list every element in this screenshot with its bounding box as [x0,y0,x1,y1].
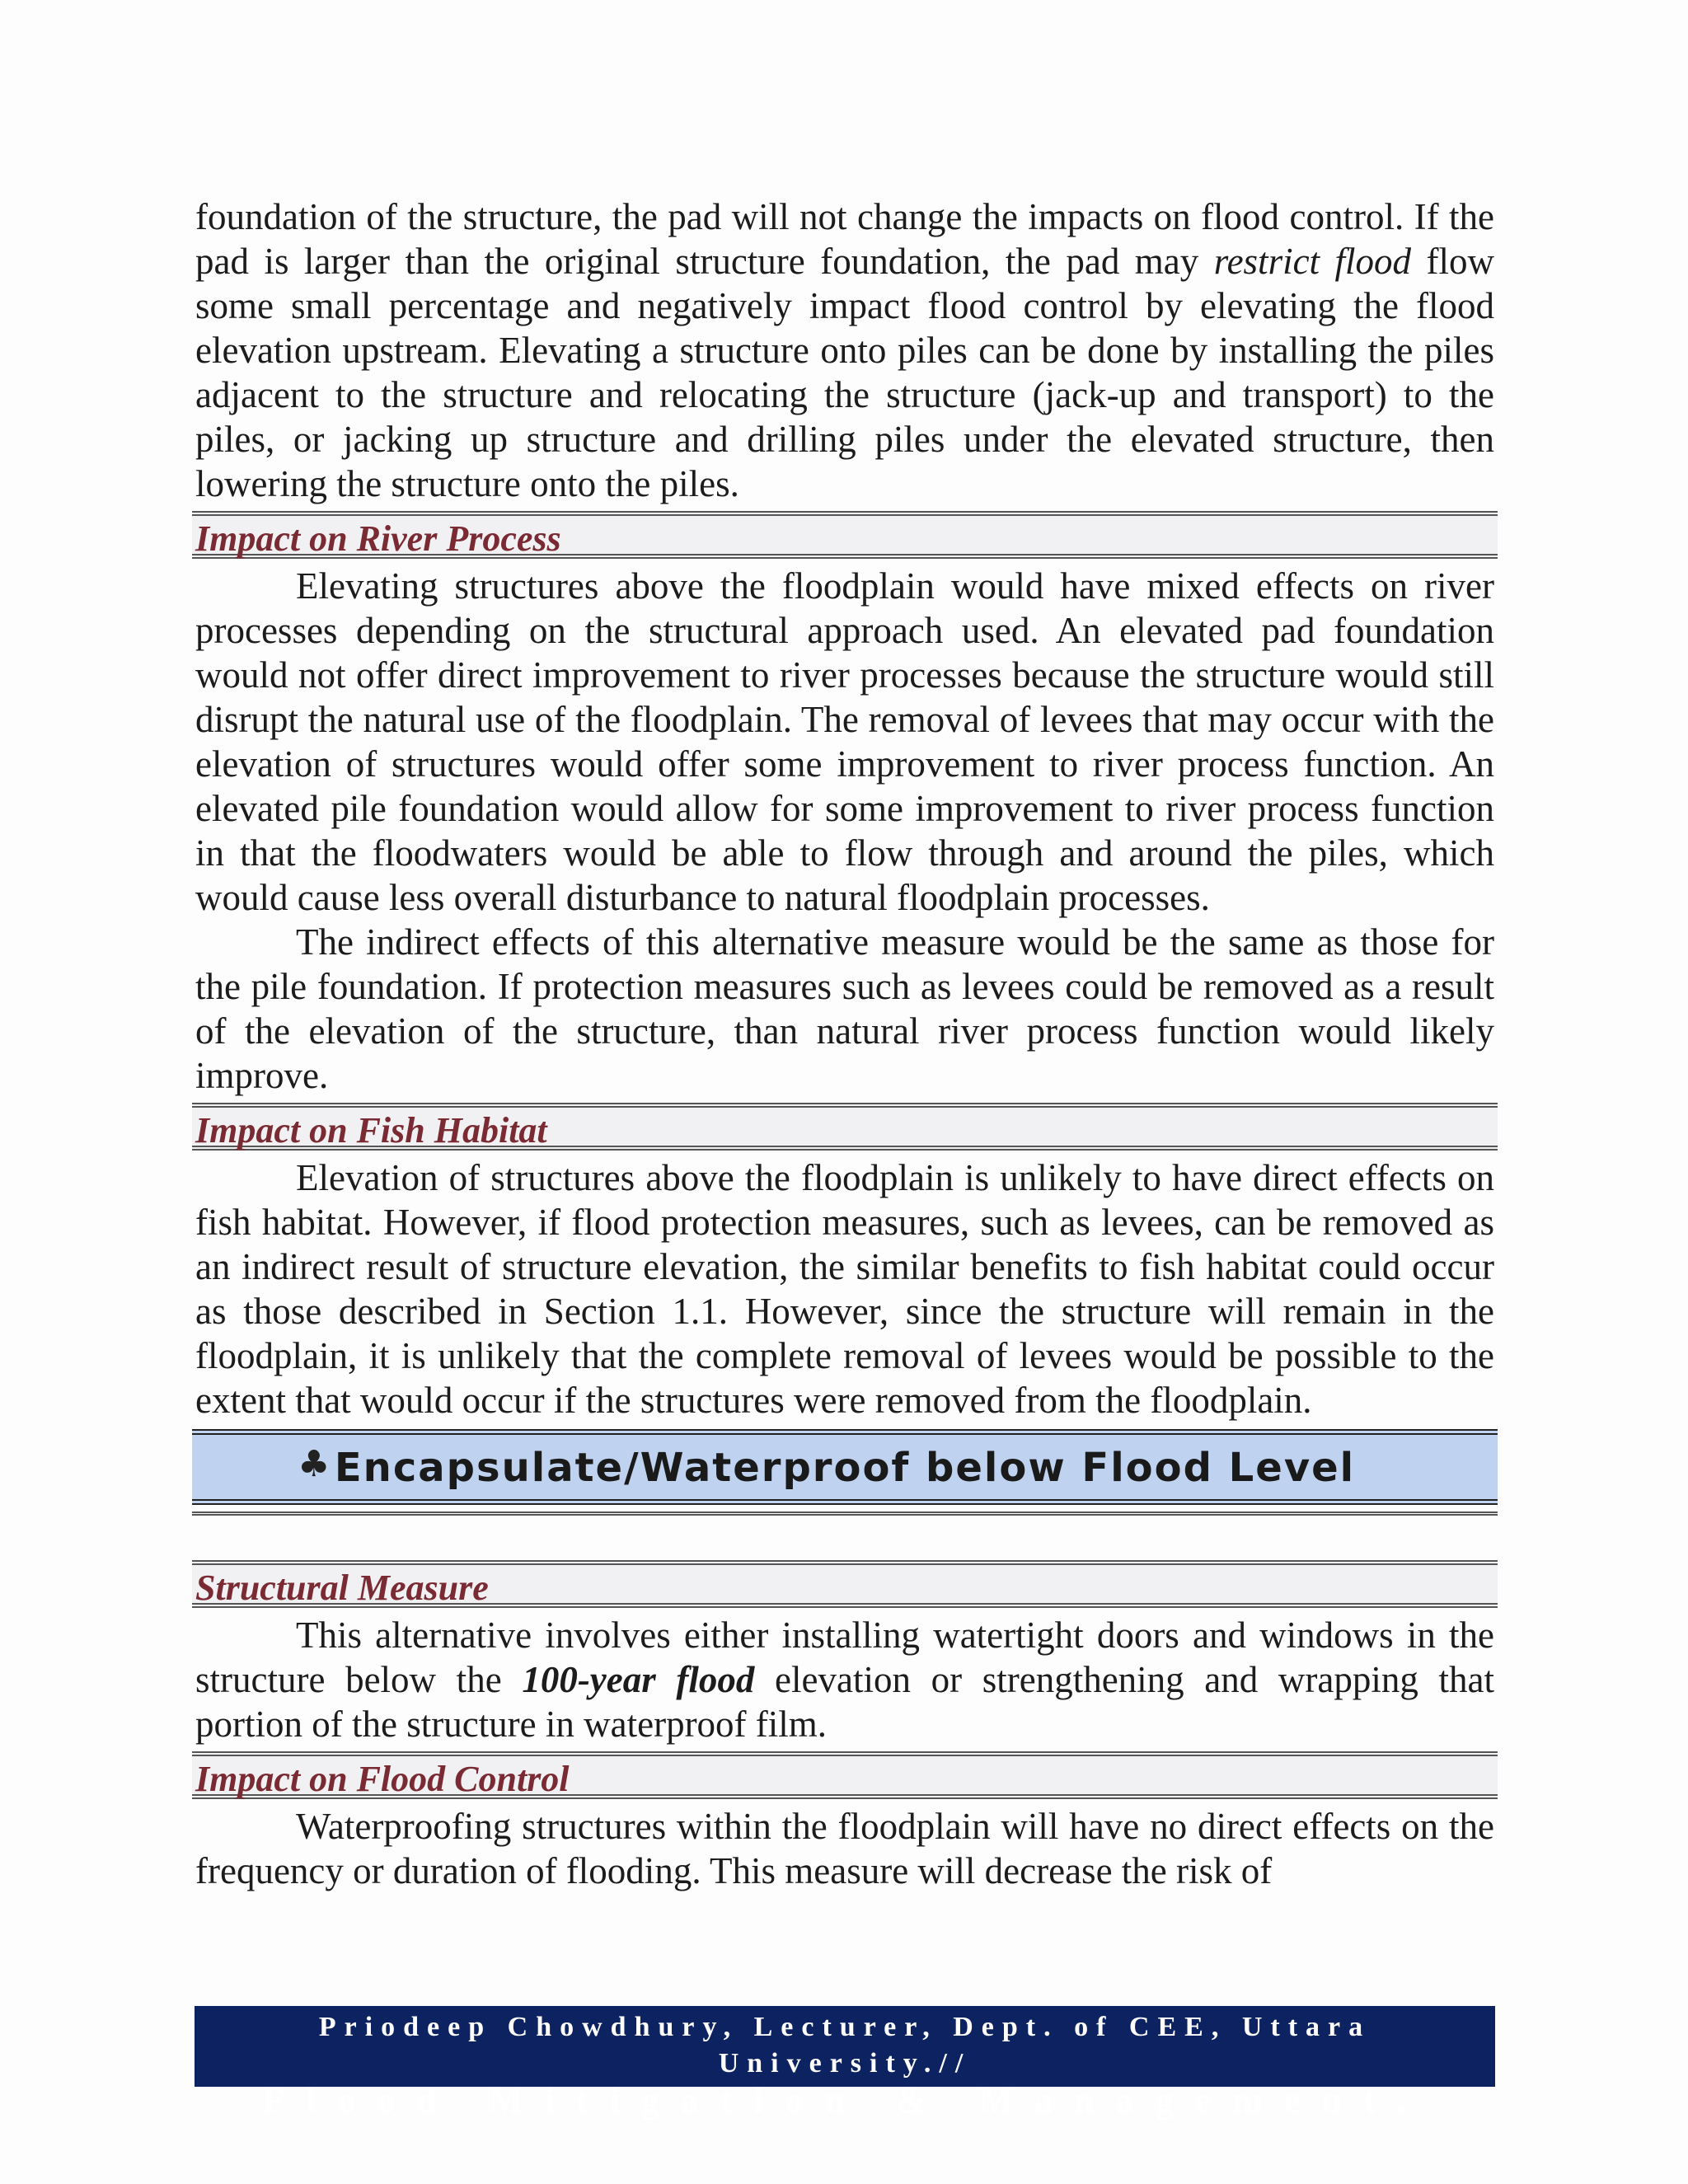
paragraph-structural [195,1613,1494,1746]
paragraph-text: elevation or strengthening and wrapping that portion of the structure in waterproof film. [195,1659,1494,1745]
bold-term: 100-year flood [522,1659,755,1700]
divider [192,1511,1498,1555]
page-footer [195,2006,1495,2121]
section-heading-river-process [192,511,1498,559]
section-heading-text: Structural Measure [195,1568,489,1608]
section-heading-fish-habitat [192,1103,1498,1151]
paragraph-text: foundation of the structure, the pad will not change the impacts on flood control. If the pad is larger than the original structure foundation, the pad may [195,196,1494,282]
paragraph-river-2: The indirect effects of this alternative measure would be the same as those for the pile foundation. If protection measures such as levees could be removed as a result of the elevation of the structure, than natural river process function would likely improve. [195,921,1494,1096]
footer-title: Flood Mitigation & Management. [262,2080,1428,2121]
section-heading-text: Impact on River Process [195,518,561,559]
section-heading-text: Impact on Fish Habitat [195,1110,547,1151]
italic-term: restrict flood [1213,241,1412,282]
paragraph-flood-1: Waterproofing structures within the floodplain will have no direct effects on the frequency or duration of flooding. This measure will decrease the risk of [195,1806,1494,1891]
section-heading-text: Impact on Flood Control [195,1759,570,1799]
major-heading-text: Encapsulate/Waterproof below Flood Level [334,1445,1356,1491]
document-body [195,194,1494,1893]
major-heading-encapsulate [192,1429,1498,1505]
paragraph-text: flow some small percentage and negatively impact flood control by elevating the flood elevation upstream. Elevating a structure onto piles can be done by installing the piles adjacent to the structure and relocating the structure (jack-up and transport) to the piles, or jacking up structure and drilling piles under the elevated structure, then lowering the structure onto the piles. [195,241,1494,504]
club-icon: ♣ [298,1443,331,1485]
section-heading-flood-control [192,1751,1498,1799]
paragraph-fish-1: Elevation of structures above the floodplain is unlikely to have direct effects on fish habitat. However, if flood protection measures, such as levees, can be removed as an indirect result of structure elevation, the similar benefits to fish habitat could occur as those described in Section 1.1. However, since the structure will remain in the floodplain, it is unlikely that the complete removal of levees would be possible to the extent that would occur if the structures were removed from the floodplain. [195,1157,1494,1421]
paragraph-text: This alternative involves either installing watertight doors and windows in the structure below the [195,1615,1494,1700]
paragraph-elevation [195,194,1494,506]
section-heading-structural-measure [192,1560,1498,1608]
footer-author: Priodeep Chowdhury, Lecturer, Dept. of CEE, Uttara University.// [318,2012,1372,2079]
paragraph-river-1: Elevating structures above the floodplain would have mixed effects on river processes depending on the structural approach used. An elevated pad foundation would not offer direct improvement to river processes because the structure would still disrupt the natural use of the floodplain. The removal of levees that may occur with the elevation of structures would offer some improvement to river process function. An elevated pile foundation would allow for some improvement to river process function in that the floodwaters would be able to flow through and around the piles, which would cause less overall disturbance to natural floodplain processes. [195,565,1494,918]
